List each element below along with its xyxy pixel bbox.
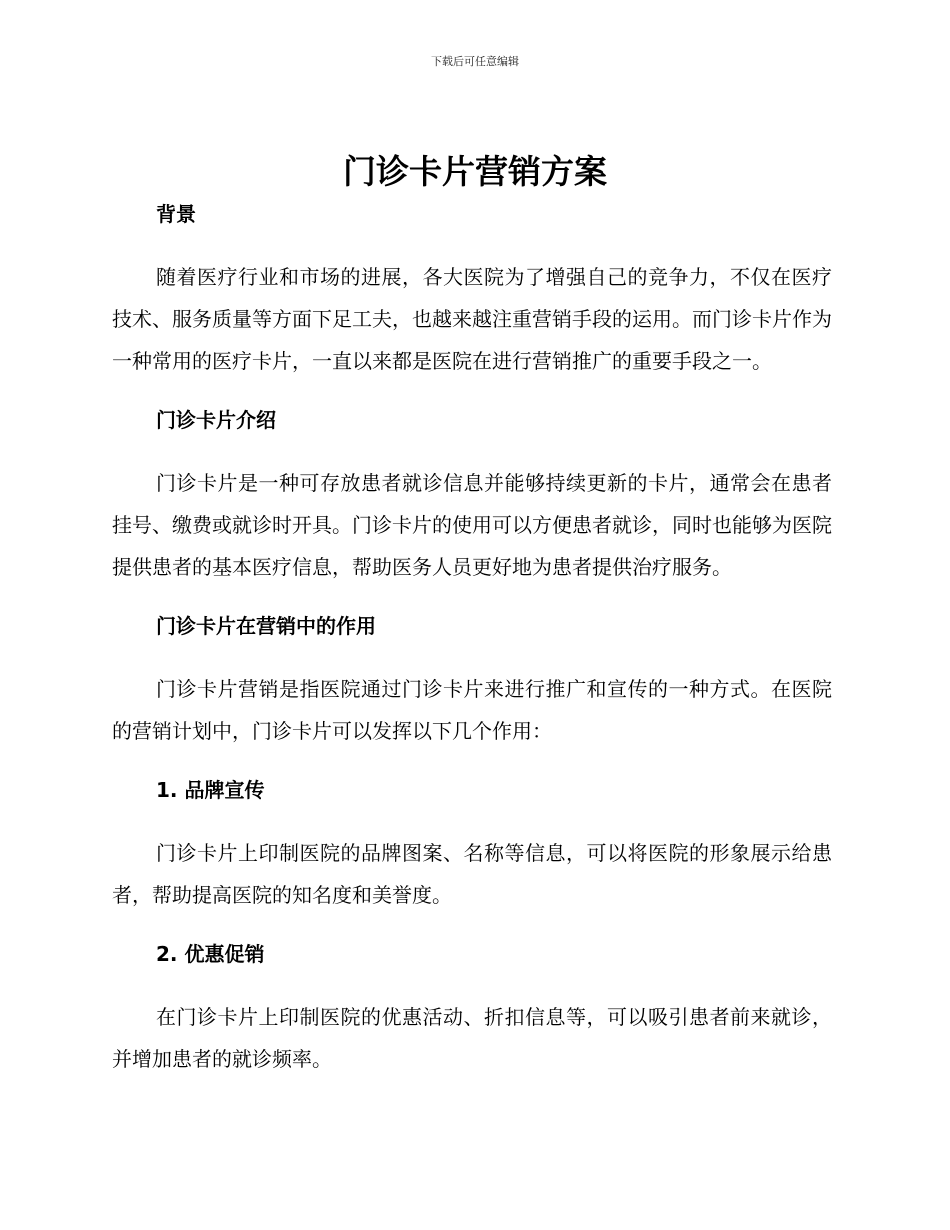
section-heading-discount-promotion: 2. 优惠促销 <box>156 942 265 966</box>
section-heading-marketing-role: 门诊卡片在营销中的作用 <box>156 614 376 638</box>
section-heading-card-intro: 门诊卡片介绍 <box>156 408 276 432</box>
section-paragraph-brand-promotion: 门诊卡片上印制医院的品牌图案、名称等信息，可以将医院的形象展示给患者，帮助提高医院的知名度和美誉度。 <box>112 841 832 907</box>
section-heading-background: 背景 <box>156 202 196 226</box>
section-paragraph-background: 随着医疗行业和市场的进展，各大医院为了增强自己的竞争力，不仅在医疗技术、服务质量等方面下足工夫，也越来越注重营销手段的运用。而门诊卡片作为一种常用的医疗卡片，一直以来都是医院在进行营销推广的重要手段之一。 <box>112 265 832 373</box>
section-paragraph-card-intro: 门诊卡片是一种可存放患者就诊信息并能够持续更新的卡片，通常会在患者挂号、缴费或就诊时开具。门诊卡片的使用可以方便患者就诊，同时也能够为医院提供患者的基本医疗信息，帮助医务人员更好地为患者提供治疗服务。 <box>112 471 832 579</box>
document-body <box>112 200 832 1080</box>
header-note: 下载后可任意编辑 <box>431 55 519 68</box>
section-heading-brand-promotion: 1. 品牌宣传 <box>156 778 265 802</box>
section-paragraph-marketing-role: 门诊卡片营销是指医院通过门诊卡片来进行推广和宣传的一种方式。在医院的营销计划中，门诊卡片可以发挥以下几个作用： <box>112 677 832 743</box>
document-title: 门诊卡片营销方案 <box>343 152 607 191</box>
section-paragraph-discount-promotion: 在门诊卡片上印制医院的优惠活动、折扣信息等，可以吸引患者前来就诊，并增加患者的就诊频率。 <box>112 1005 832 1071</box>
